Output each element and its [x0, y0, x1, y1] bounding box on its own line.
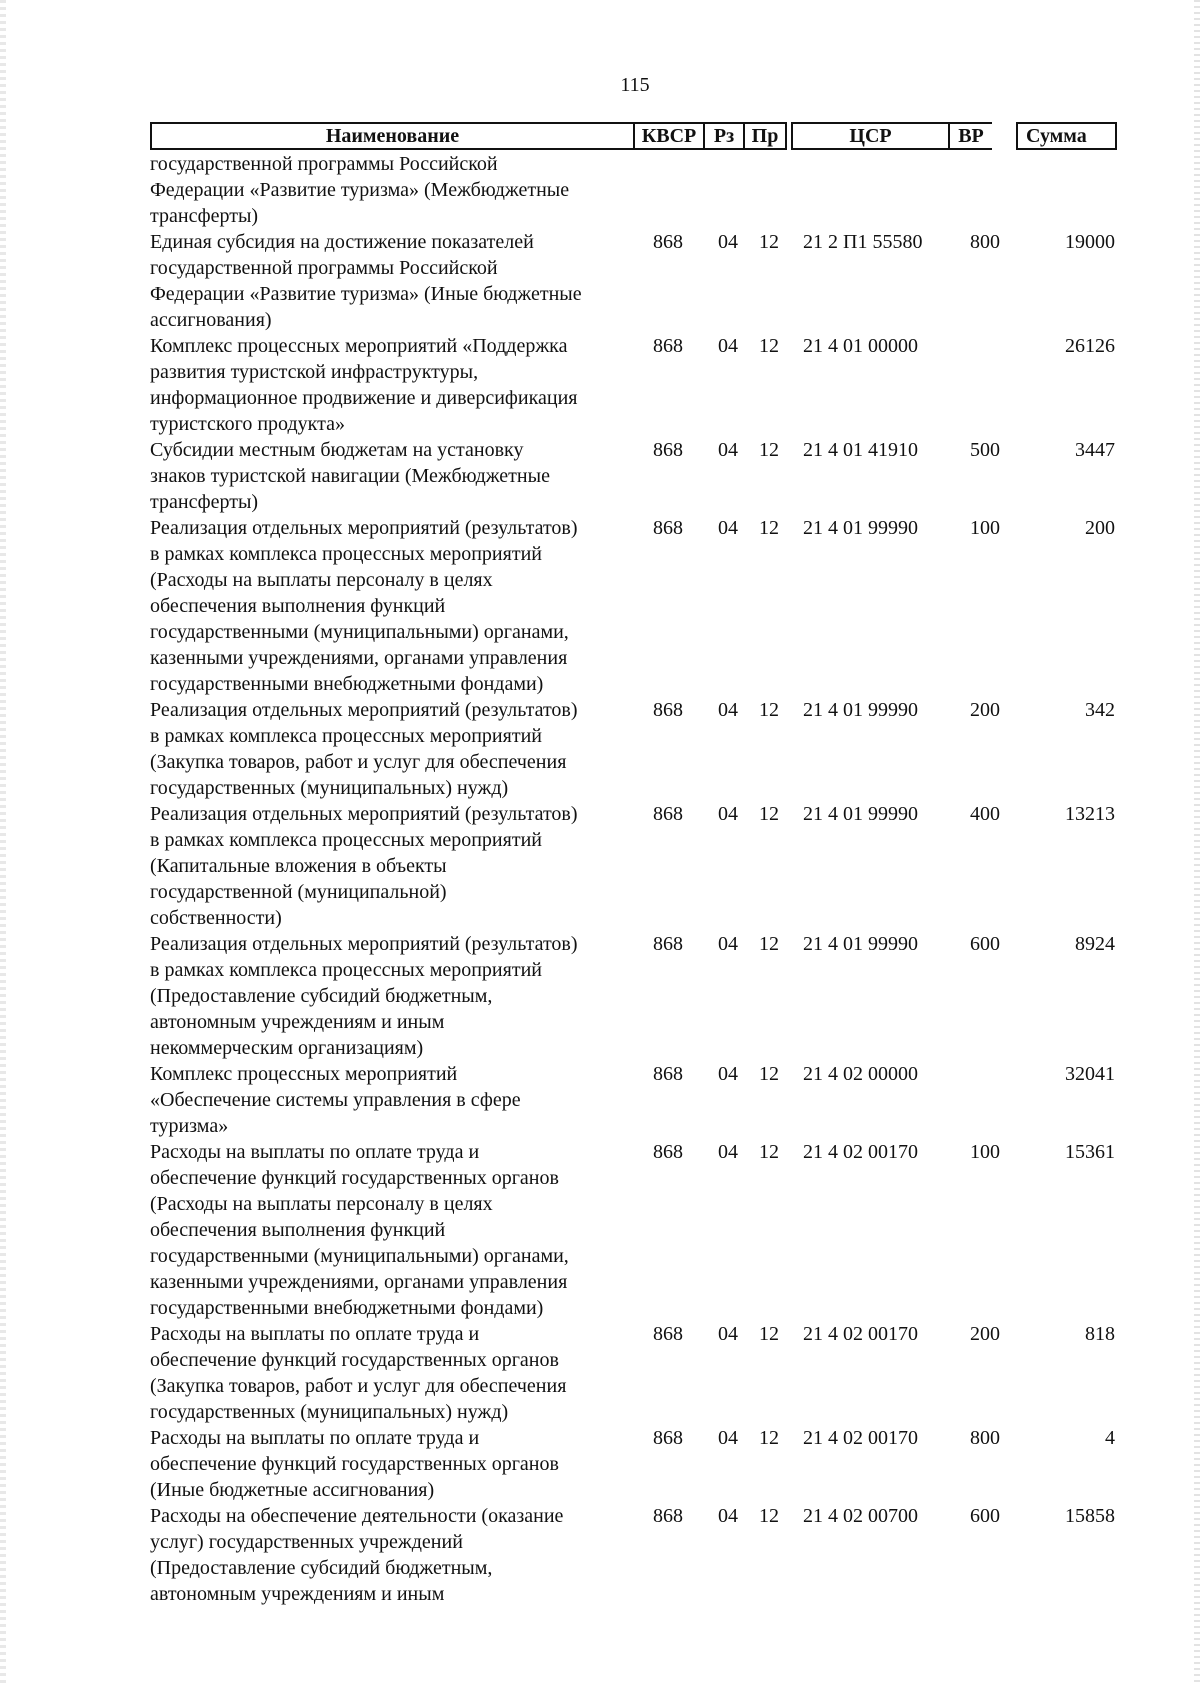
row-kvsr: 868 — [653, 1141, 683, 1163]
table-row — [150, 1425, 1115, 1503]
row-sum: 8924 — [1075, 933, 1115, 955]
row-pr: 12 — [759, 1427, 779, 1449]
header-rz: Рз — [703, 122, 745, 150]
table-row — [150, 229, 1115, 333]
row-vr: 100 — [970, 1141, 1000, 1163]
row-rz: 04 — [718, 803, 738, 825]
table-row — [150, 437, 1115, 515]
row-kvsr: 868 — [653, 933, 683, 955]
table-body — [150, 151, 1115, 1607]
row-pr: 12 — [759, 1323, 779, 1345]
row-rz: 04 — [718, 1063, 738, 1085]
row-csr: 21 4 01 99990 — [803, 803, 918, 825]
row-name: Единая субсидия на достижение показателей государственной программы Российской Федерации «Развитие туризма» (Иные бюджетные ассигнования) — [150, 231, 582, 331]
row-pr: 12 — [759, 517, 779, 539]
row-csr: 21 4 01 41910 — [803, 439, 918, 461]
row-kvsr: 868 — [653, 1323, 683, 1345]
row-pr: 12 — [759, 335, 779, 357]
row-sum: 15361 — [1065, 1141, 1115, 1163]
row-csr: 21 4 02 00170 — [803, 1141, 918, 1163]
header-csr: ЦСР — [791, 122, 950, 150]
row-csr: 21 4 02 00170 — [803, 1427, 918, 1449]
row-sum: 4 — [1105, 1427, 1115, 1449]
row-name: Расходы на выплаты по оплате труда и обеспечение функций государственных органов (Расходы на выплаты персоналу в целях обеспечения выполнения функций государственными (муниципальными) органами, казенными учреждениями, органами управления государственными внебюджетными фондами) — [150, 1141, 569, 1319]
row-kvsr: 868 — [653, 1505, 683, 1527]
row-csr: 21 4 01 99990 — [803, 699, 918, 721]
row-name: государственной программы Российской Федерации «Развитие туризма» (Межбюджетные трансферты) — [150, 153, 570, 227]
row-pr: 12 — [759, 1141, 779, 1163]
row-rz: 04 — [718, 439, 738, 461]
row-rz: 04 — [718, 231, 738, 253]
row-name: Комплекс процессных мероприятий «Поддержка развития туристской инфраструктуры, информационное продвижение и диверсификация туристского продукта» — [150, 335, 578, 435]
table-row — [150, 1061, 1115, 1139]
table-row — [150, 1321, 1115, 1425]
row-kvsr: 868 — [653, 231, 683, 253]
row-kvsr: 868 — [653, 517, 683, 539]
table-row — [150, 515, 1115, 697]
row-sum: 26126 — [1065, 335, 1115, 357]
row-vr: 200 — [970, 1323, 1000, 1345]
row-kvsr: 868 — [653, 1427, 683, 1449]
row-pr: 12 — [759, 231, 779, 253]
row-kvsr: 868 — [653, 439, 683, 461]
row-csr: 21 4 02 00000 — [803, 1063, 918, 1085]
row-vr: 500 — [970, 439, 1000, 461]
row-name: Реализация отдельных мероприятий (результатов) в рамках комплекса процессных мероприятий (Закупка товаров, работ и услуг для обеспечения государственных (муниципальных) нужд) — [150, 699, 578, 799]
table-row — [150, 697, 1115, 801]
row-csr: 21 2 П1 55580 — [803, 231, 923, 253]
row-name: Субсидии местным бюджетам на установку знаков туристской навигации (Межбюджетные трансферты) — [150, 439, 550, 513]
table-row — [150, 151, 1115, 229]
row-csr: 21 4 01 99990 — [803, 933, 918, 955]
header-name: Наименование — [150, 122, 635, 150]
row-rz: 04 — [718, 335, 738, 357]
header-kvsr: КВСР — [633, 122, 705, 150]
row-rz: 04 — [718, 517, 738, 539]
row-sum: 3447 — [1075, 439, 1115, 461]
table-row — [150, 333, 1115, 437]
row-kvsr: 868 — [653, 699, 683, 721]
row-csr: 21 4 01 99990 — [803, 517, 918, 539]
row-sum: 818 — [1085, 1323, 1115, 1345]
scan-edge-right — [1194, 0, 1200, 1686]
row-pr: 12 — [759, 1063, 779, 1085]
row-sum: 32041 — [1065, 1063, 1115, 1085]
row-csr: 21 4 01 00000 — [803, 335, 918, 357]
row-rz: 04 — [718, 1141, 738, 1163]
row-sum: 342 — [1085, 699, 1115, 721]
row-rz: 04 — [718, 933, 738, 955]
row-sum: 200 — [1085, 517, 1115, 539]
row-csr: 21 4 02 00170 — [803, 1323, 918, 1345]
row-kvsr: 868 — [653, 335, 683, 357]
row-name: Расходы на обеспечение деятельности (оказание услуг) государственных учреждений (Предоставление субсидий бюджетным, автономным учреждениям и иным — [150, 1505, 564, 1605]
header-sum: Сумма — [1016, 122, 1117, 150]
header-vr: ВР — [948, 122, 992, 150]
table-header — [150, 122, 1115, 148]
header-pr: Пр — [743, 122, 787, 150]
row-name: Комплекс процессных мероприятий «Обеспечение системы управления в сфере туризма» — [150, 1063, 521, 1137]
row-rz: 04 — [718, 1505, 738, 1527]
table-row — [150, 801, 1115, 931]
row-name: Расходы на выплаты по оплате труда и обеспечение функций государственных органов (Иные бюджетные ассигнования) — [150, 1427, 559, 1501]
row-name: Реализация отдельных мероприятий (результатов) в рамках комплекса процессных мероприятий (Капитальные вложения в объекты государственной (муниципальной) собственности) — [150, 803, 578, 929]
table-row — [150, 931, 1115, 1061]
row-pr: 12 — [759, 699, 779, 721]
row-kvsr: 868 — [653, 803, 683, 825]
row-rz: 04 — [718, 1427, 738, 1449]
row-vr: 600 — [970, 933, 1000, 955]
scan-edge-left — [0, 0, 6, 1686]
row-pr: 12 — [759, 803, 779, 825]
row-vr: 800 — [970, 1427, 1000, 1449]
row-kvsr: 868 — [653, 1063, 683, 1085]
table-row — [150, 1139, 1115, 1321]
row-name: Расходы на выплаты по оплате труда и обеспечение функций государственных органов (Закупка товаров, работ и услуг для обеспечения государственных (муниципальных) нужд) — [150, 1323, 567, 1423]
row-pr: 12 — [759, 933, 779, 955]
row-name: Реализация отдельных мероприятий (результатов) в рамках комплекса процессных мероприятий (Предоставление субсидий бюджетным, автономным учреждениям и иным некоммерческим организациям) — [150, 933, 578, 1059]
row-rz: 04 — [718, 699, 738, 721]
row-vr: 400 — [970, 803, 1000, 825]
budget-table — [150, 122, 1115, 1607]
row-vr: 200 — [970, 699, 1000, 721]
row-name: Реализация отдельных мероприятий (результатов) в рамках комплекса процессных мероприятий (Расходы на выплаты персоналу в целях обеспечения выполнения функций государственными (муниципальными) органами, казенными учреждениями, органами управления государственными внебюджетными фондами) — [150, 517, 578, 695]
row-rz: 04 — [718, 1323, 738, 1345]
row-sum: 13213 — [1065, 803, 1115, 825]
row-vr: 100 — [970, 517, 1000, 539]
row-sum: 19000 — [1065, 231, 1115, 253]
row-sum: 15858 — [1065, 1505, 1115, 1527]
table-row — [150, 1503, 1115, 1607]
row-pr: 12 — [759, 439, 779, 461]
row-vr: 600 — [970, 1505, 1000, 1527]
row-csr: 21 4 02 00700 — [803, 1505, 918, 1527]
page-number: 115 — [620, 74, 650, 96]
row-pr: 12 — [759, 1505, 779, 1527]
row-vr: 800 — [970, 231, 1000, 253]
